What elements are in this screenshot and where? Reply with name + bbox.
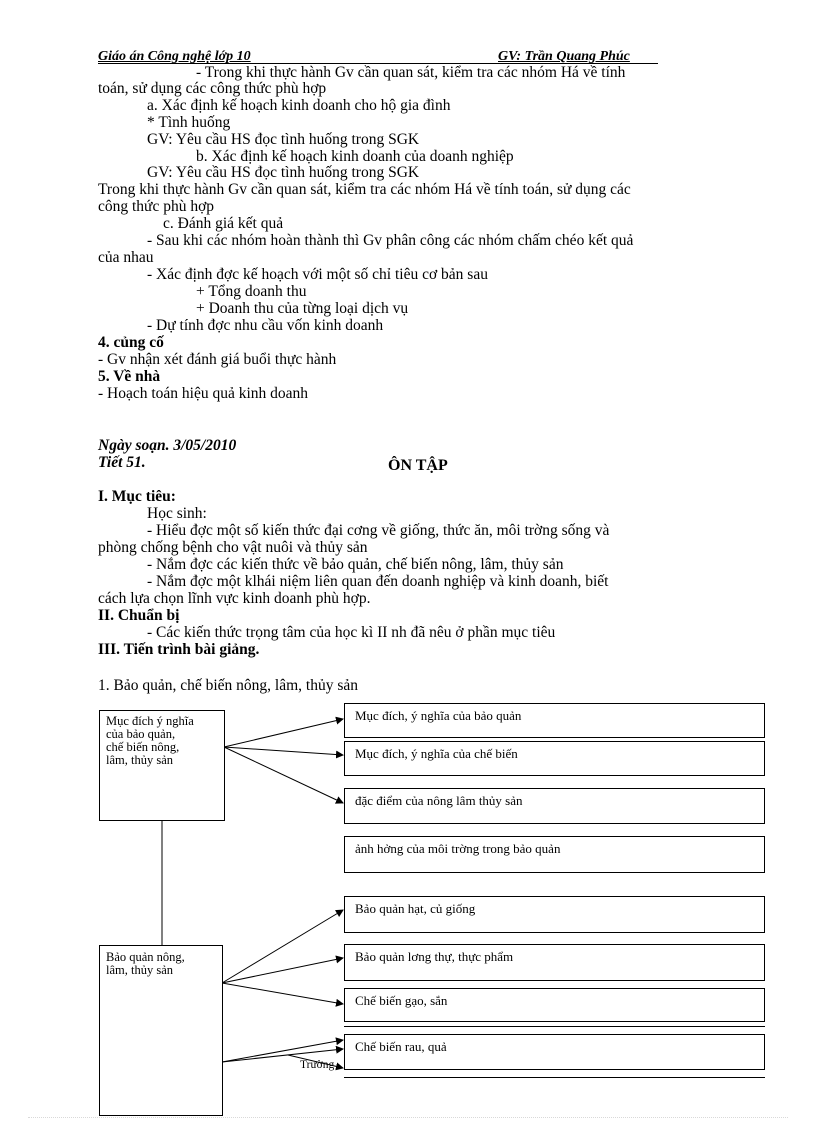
- lesson-line-5: - Nắm đợc các kiến thức về bảo quản, chế biến nông, lâm, thủy sản: [147, 556, 564, 573]
- arrow-1: [224, 719, 343, 747]
- rbox-vegetables-fruits: Chế biến rau, quả: [344, 1034, 765, 1070]
- body-line-5: GV: Yêu cầu HS đọc tình huống trong SGK: [147, 131, 420, 148]
- rbox-rice-cassava: Chế biến gạo, sắn: [344, 988, 765, 1022]
- lesson-date: Ngày soạn. 3/05/2010: [98, 437, 237, 454]
- rbox-environment-influence: ảnh hởng của môi trờng trong bảo quản: [344, 836, 765, 873]
- arrow-2: [224, 747, 343, 755]
- heading-homework: 5. Về nhà: [98, 368, 161, 385]
- heading-objectives: I. Mục tiêu:: [98, 488, 176, 505]
- body-line-9: công thức phù hợp: [98, 198, 215, 215]
- box-preservation-line-2: lâm, thủy sản: [106, 963, 174, 977]
- rbox-processing-purpose: Mục đích, ý nghĩa của chế biến: [344, 741, 765, 776]
- lesson-line-4: phòng chống bệnh cho vật nuôi và thủy sản: [98, 539, 368, 556]
- box-purpose-line-3: chế biến nông,: [106, 740, 180, 754]
- body-line-12: của nhau: [98, 249, 154, 266]
- arrow-6: [222, 983, 343, 1004]
- arrow-5: [222, 958, 343, 983]
- heading-procedure: III. Tiến trình bài giảng.: [98, 641, 260, 658]
- rbox-seed-preservation: Bảo quản hạt, củ giống: [344, 896, 765, 933]
- body-line-6: b. Xác định kế hoạch kinh doanh của doanh nghiệp: [196, 148, 514, 165]
- lesson-line-9: - Các kiến thức trọng tâm của học kì II nh đã nêu ở phần mục tiêu: [147, 624, 556, 641]
- body-line-11: - Sau khi các nhóm hoàn thành thì Gv phân công các nhóm chấm chéo kết quả: [147, 232, 634, 249]
- box-purpose-meaning: [99, 710, 225, 821]
- heading-consolidation: 4. củng cố: [98, 334, 164, 351]
- body-line-2: toán, sử dụng các công thức phù hợp: [98, 80, 327, 97]
- lesson-line-6: - Nắm đợc một klhái niệm liên quan đến doanh nghiệp và kinh doanh, biết: [147, 573, 609, 590]
- section-1-title: 1. Bảo quản, chế biến nông, lâm, thủy sản: [98, 677, 359, 694]
- heading-preparation: II. Chuẩn bị: [98, 607, 180, 624]
- body-line-13: - Xác định đợc kế hoạch với một số chỉ tiêu cơ bản sau: [147, 266, 488, 283]
- box-preservation: [99, 945, 223, 1116]
- body-line-16: - Dự tính đợc nhu cầu vốn kinh doanh: [147, 317, 384, 334]
- body-line-20: - Hoạch toán hiệu quả kinh doanh: [98, 385, 309, 402]
- divider-line: [344, 1026, 765, 1027]
- box-preservation-line-1: Bảo quản nông,: [106, 950, 185, 964]
- rbox-food-preservation: Bảo quản lơng thự, thực phẩm: [344, 944, 765, 981]
- body-line-8: Trong khi thực hành Gv cần quan sát, kiểm tra các nhóm Há về tính toán, sử dụng các: [98, 181, 631, 198]
- body-line-4: * Tình huống: [147, 114, 231, 131]
- lesson-title: ÔN TẬP: [388, 457, 448, 474]
- lesson-period: Tiết 51.: [98, 454, 146, 471]
- box-purpose-line-1: Mục đích ý nghĩa: [106, 714, 194, 728]
- arrow-3: [224, 747, 343, 803]
- arrow-4: [222, 910, 343, 983]
- rbox-product-features: đặc điểm của nông lâm thủy sản: [344, 788, 765, 824]
- body-line-1: - Trong khi thực hành Gv cần quan sát, kiểm tra các nhóm Há về tính: [196, 64, 626, 81]
- bottom-rule: [344, 1077, 765, 1078]
- page-bottom-dotted-rule: [28, 1117, 788, 1118]
- body-line-10: c. Đánh giá kết quả: [163, 215, 284, 232]
- lesson-line-3: - Hiểu đợc một số kiến thức đại cơng về giống, thức ăn, môi trờng sống và: [147, 522, 610, 539]
- body-line-3: a. Xác định kế hoạch kinh doanh cho hộ gia đình: [147, 97, 451, 114]
- body-line-15: + Doanh thu của từng loại dịch vụ: [196, 300, 409, 317]
- header-left: Giáo án Công nghệ lớp 10: [98, 49, 251, 64]
- body-line-7: GV: Yêu cầu HS đọc tình huống trong SGK: [147, 164, 420, 181]
- header-right: GV: Trần Quang Phúc: [498, 49, 630, 64]
- box-purpose-line-2: của bảo quản,: [106, 727, 176, 741]
- stray-label: Trường: [300, 1059, 335, 1071]
- body-line-18: - Gv nhận xét đánh giá buổi thực hành: [98, 351, 337, 368]
- rbox-preservation-purpose: Mục đích, ý nghĩa của bảo quản: [344, 703, 765, 738]
- body-line-14: + Tổng doanh thu: [196, 283, 307, 300]
- lesson-line-7: cách lựa chọn lĩnh vực kinh doanh phù hợp.: [98, 590, 371, 607]
- lesson-line-2: Học sinh:: [147, 505, 207, 522]
- box-purpose-line-4: lâm, thủy sản: [106, 753, 174, 767]
